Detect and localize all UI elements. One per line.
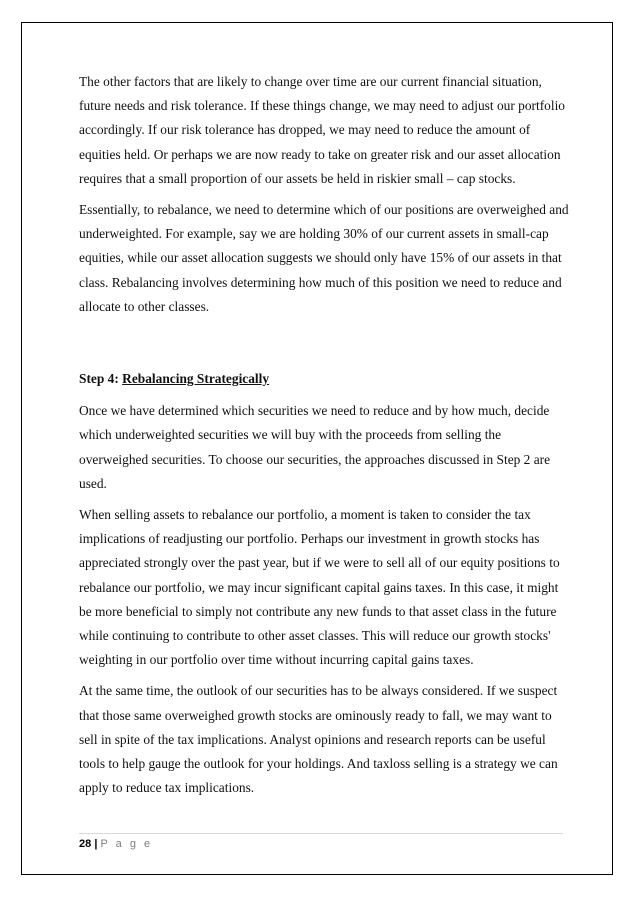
page-number: 28 [79,838,92,850]
paragraph-outlook: At the same time, the outlook of our securities has to be always considered. If we suspect that those same overweighed growth stocks are ominously ready to fall, we may want to sell in spite of the tax implications. Analyst opinions and research reports can be useful tools to help gauge the outlook for your holdings. And taxloss selling is a strategy we can apply to reduce tax implications. [79,683,558,796]
step-heading-prefix: Step 4: [79,371,123,387]
paragraph-tax-implications: When selling assets to rebalance our portfolio, a moment is taken to consider the tax implications of readjusting our portfolio. Perhaps our investment in growth stocks has appreciated strongly over the past year, but if we were to sell all of our equity positions to rebalance our portfolio, we may incur significant capital gains taxes. In this case, it might be more beneficial to simply not contribute any new funds to that asset class in the future while continuing to contribute to other asset classes. This will reduce our growth stocks' weighting in our portfolio over time without incurring capital gains taxes. [79,507,560,668]
page-label: P a g e [100,838,153,850]
paragraph-rebalance-definition: Essentially, to rebalance, we need to determine which of our positions are overweighed and underweighted. For example, say we are holding 30% of our current assets in small-cap equities, while our asset allocation suggests we should only have 15% of our assets in that class. Rebalancing involves determining how much of this position we need to reduce and allocate to other classes. [79,202,569,314]
footer-separator: | [94,838,98,850]
step-heading-title: Rebalancing Strategically [122,371,270,387]
paragraph-factors: The other factors that are likely to change over time are our current financial situation, future needs and risk tolerance. If these things change, we may need to adjust our portfolio accordingly. If our risk tolerance has dropped, we may need to reduce the amount of equities held. Or perhaps we are now ready to take on greater risk and our asset allocation requires that a small proportion of our assets be held in riskier small – cap stocks. [79,74,565,186]
document-body [79,70,569,807]
paragraph-choose-securities: Once we have determined which securities we need to reduce and by how much, decide which underweighted securities we will buy with the proceeds from selling the overweighed securities. To choose our securities, the approaches discussed in Step 2 are used. [79,403,551,491]
step-heading [79,367,569,391]
page-footer [79,833,563,850]
